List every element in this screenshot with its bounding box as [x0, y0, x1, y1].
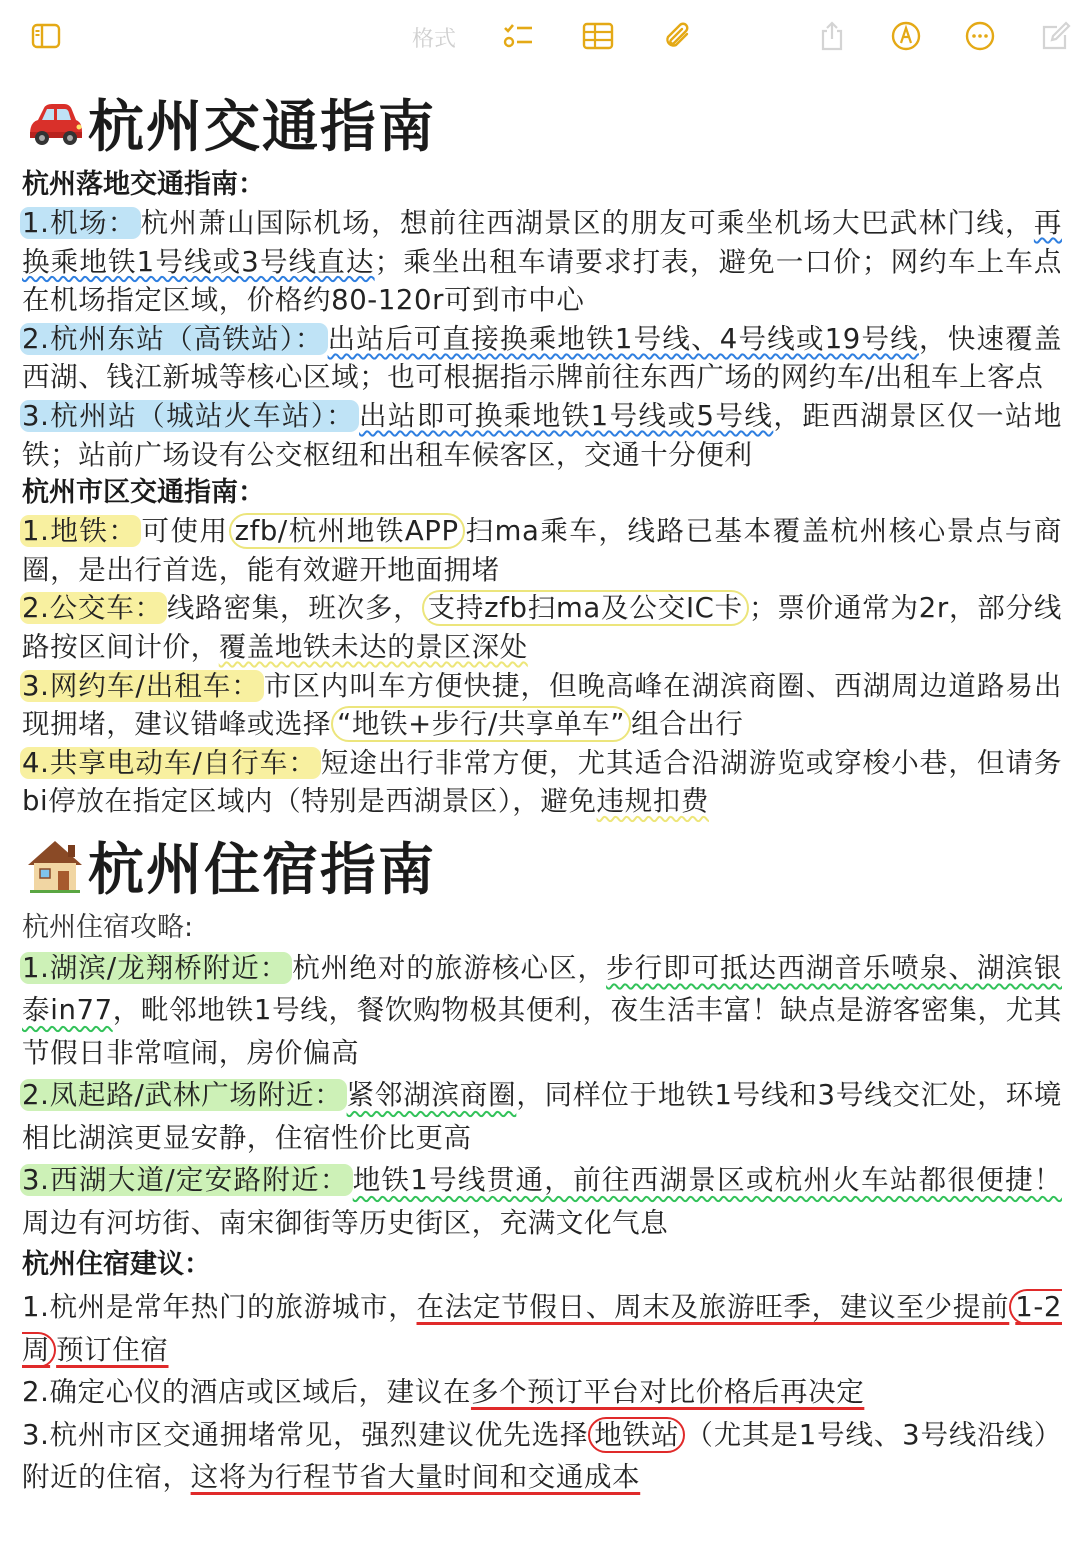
bike-text-2: 违规扣费 — [596, 785, 709, 818]
toolbar — [0, 0, 1080, 76]
xihu-text-2: 周边有河坊街、南宋御街等历史街区，充满文化气息 — [22, 1206, 669, 1239]
fengqi-text-1: 紧邻湖滨商圈 — [346, 1079, 517, 1112]
bus-item — [22, 589, 1062, 666]
bus-text-3: ；票价通常为2r，部分线路按区间计价， — [22, 592, 1062, 663]
east-station-label: 2.杭州东站（高铁站）： — [20, 323, 328, 355]
city-station-label: 3.杭州站（城站火车站）： — [20, 400, 359, 432]
transport-title — [24, 80, 1062, 166]
metro-text-3: 扫ma乘车，线路已基本覆盖杭州核心景点与商圈，是出行首选，能有效避开地面拥堵 — [22, 515, 1062, 586]
airport-text-2: 再换乘地铁1号线或3号线直达 — [22, 207, 1062, 278]
compose-icon[interactable] — [1034, 14, 1078, 58]
advice-2 — [22, 1371, 1062, 1414]
advice-2-text-1: 2.确定心仪的酒店或区域后，建议在 — [22, 1376, 471, 1409]
airport-text-3: ；乘坐出租车请要求打表，避免一口价；网约车上车点在机场指定区域，价格约80-120r可到市中心 — [22, 245, 1062, 317]
sidebar-icon[interactable] — [24, 14, 68, 58]
xihu-text-1: 地铁1号线贯通，前往西湖景区或杭州火车站都很便捷！ — [352, 1164, 1062, 1197]
advice-1-text-2: 在法定节假日、周末及旅游旺季，建议至少提前 — [416, 1291, 1010, 1324]
taxi-item — [22, 667, 1062, 744]
hubin-text-2: 步行即可抵达西湖音乐喷泉、湖滨银泰in77 — [22, 951, 1062, 1027]
bus-text-2: 支持zfb扫ma及公交IC卡 — [422, 590, 749, 626]
bike-item — [22, 744, 1062, 821]
fengqi-text-2: ，同样位于地铁1号线和3号线交汇处，环境相比湖滨更显安静，住宿性价比更高 — [22, 1079, 1062, 1154]
hubin-text-3: ，毗邻地铁1号线，餐饮购物极其便利，夜生活丰富！缺点是游客密集，尤其节假日非常喧闹，房价偏高 — [22, 994, 1062, 1069]
advice-1-text-1: 1.杭州是常年热门的旅游城市， — [22, 1291, 417, 1324]
city-heading: 杭州市区交通指南： — [22, 477, 265, 509]
stay-title-text: 杭州住宿指南 — [88, 837, 436, 903]
hubin-text-1: 杭州绝对的旅游核心区， — [292, 951, 607, 984]
share-icon[interactable] — [810, 14, 854, 58]
fengqi-item — [22, 1074, 1062, 1159]
advice-3-text-4: 这将为行程节省大量时间和交通成本 — [190, 1461, 641, 1494]
metro-text-2: zfb/杭州地铁APP — [229, 513, 465, 549]
xihu-label: 3.西湖大道/定安路附近： — [20, 1164, 353, 1196]
taxi-text-2: “地铁+步行/共享单车” — [331, 706, 631, 742]
advice-2-text-2: 多个预订平台对比价格后再决定 — [470, 1376, 865, 1409]
xihu-item — [22, 1159, 1062, 1244]
city-station-item — [22, 397, 1062, 474]
airport-text-1: 杭州萧山国际机场，想前往西湖景区的朋友可乘坐机场大巴武林门线， — [140, 207, 1034, 239]
taxi-label: 3.网约车/出租车： — [20, 670, 264, 702]
attachment-icon[interactable] — [656, 14, 700, 58]
bus-text-1: 线路密集，班次多， — [166, 592, 422, 625]
east-station-text-1: 出站后可直接换乘地铁1号线、4号线或19号线 — [327, 322, 919, 355]
transport-title-text: 杭州交通指南 — [88, 95, 436, 160]
advice-3 — [22, 1414, 1062, 1499]
note-content[interactable] — [22, 80, 1062, 1499]
fengqi-label: 2.凤起路/武林广场附近： — [20, 1079, 347, 1111]
advice-1 — [22, 1286, 1062, 1371]
stay-title — [24, 823, 1062, 909]
table-icon[interactable] — [576, 14, 620, 58]
taxi-text-3: 组合出行 — [631, 708, 744, 741]
bike-label: 4.共享电动车/自行车： — [20, 747, 321, 779]
advice-1-text-3: 1-2周 — [22, 1291, 1062, 1366]
city-station-text-1: 出站即可换乘地铁1号线或5号线 — [359, 399, 774, 432]
stay-guide-heading: 杭州住宿攻略: — [22, 911, 194, 943]
house-icon — [24, 835, 86, 897]
checklist-icon[interactable] — [496, 14, 540, 58]
bus-text-4: 覆盖地铁未达的景区深处 — [218, 630, 528, 663]
metro-label: 1.地铁： — [20, 515, 141, 547]
metro-text-1: 可使用 — [141, 515, 229, 548]
advice-3-text-3: （尤其是1号线、3号线沿线）附近的住宿， — [22, 1418, 1062, 1494]
city-station-text-2: ，距西湖景区仅一站地铁；站前广场设有公交枢纽和出租车候客区，交通十分便利 — [22, 399, 1063, 471]
markup-icon[interactable] — [884, 14, 928, 58]
east-station-text-2: ，快速覆盖西湖、钱江新城等核心区域；也可根据指示牌前往东西广场的网约车/出租车上客点 — [22, 322, 1063, 394]
bus-label: 2.公交车： — [20, 592, 167, 624]
advice-3-text-2: 地铁站 — [588, 1417, 685, 1453]
airport-label: 1.机场： — [20, 207, 141, 239]
hubin-label: 1.湖滨/龙翔桥附近： — [20, 952, 292, 984]
metro-item — [22, 512, 1062, 589]
stay-advice-heading: 杭州住宿建议： — [22, 1249, 211, 1281]
east-station-item — [22, 320, 1062, 397]
advice-3-text-1: 3.杭州市区交通拥堵常见，强烈建议优先选择 — [22, 1418, 589, 1451]
advice-1-text-4: 预订住宿 — [56, 1333, 169, 1366]
bike-text-1: 短途出行非常方便，尤其适合沿湖游览或穿梭小巷，但请务bi停放在指定区域内（特别是西湖景区），避免 — [22, 746, 1062, 818]
airport-item — [22, 204, 1062, 320]
arrival-heading: 杭州落地交通指南： — [22, 169, 265, 200]
more-icon[interactable] — [958, 14, 1002, 58]
taxi-text-1: 市区内叫车方便快捷，但晚高峰在湖滨商圈、西湖周边道路易出现拥堵，建议错峰或选择 — [22, 669, 1062, 741]
car-icon — [24, 92, 86, 154]
hubin-item — [22, 947, 1062, 1075]
format-button[interactable]: 格式 — [412, 27, 457, 52]
